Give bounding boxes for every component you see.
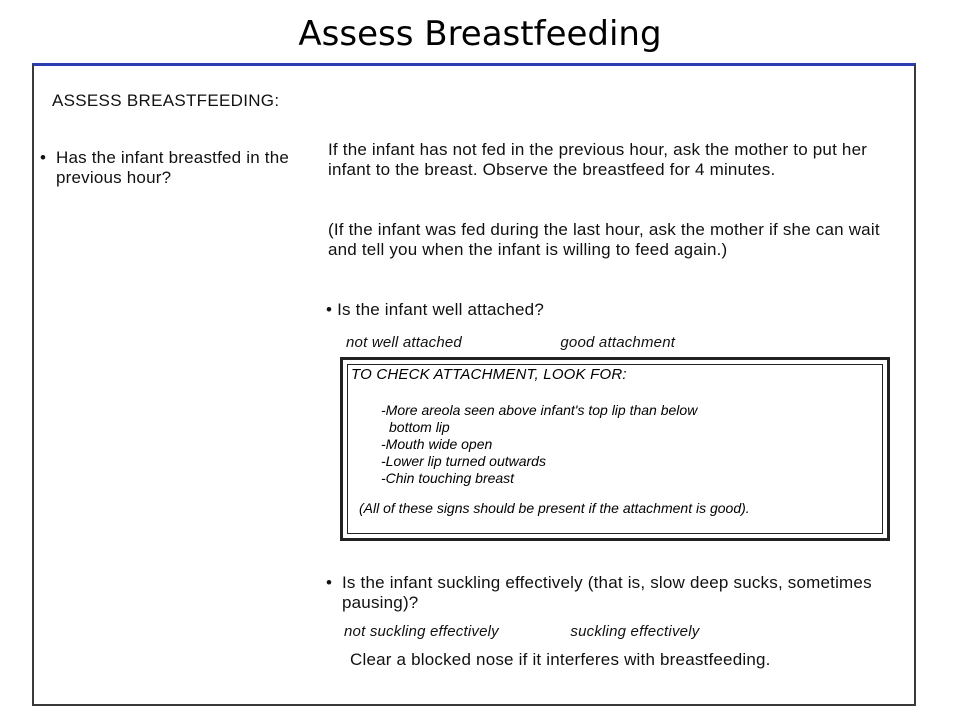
instruction-1: If the infant has not fed in the previous hour, ask the mother to put her infant to the breast. Observe the breastfeed for 4 minutes. (328, 140, 868, 179)
instruction-2: (If the infant was fed during the last hour, ask the mother if she can wait and tell you when the infant is willing to feed again.) (328, 220, 880, 259)
attach-good-label: good attachment (560, 334, 676, 351)
sign-item: -Chin touching breast (381, 470, 515, 486)
attachment-options (346, 333, 675, 353)
question-attached (326, 300, 906, 320)
sign-item: bottom lip (389, 419, 450, 435)
bullet-icon: • (326, 573, 333, 592)
question-suckling-text: Is the infant suckling effectively (that is, slow deep sucks, sometimes pausing)? (342, 573, 872, 612)
attach-not-label: not well attached (346, 334, 462, 351)
bullet-icon: • (326, 300, 333, 319)
sign-item: -More areola seen above infant's top lip than below (381, 402, 698, 418)
question-suckling (326, 573, 896, 613)
suckling-options (344, 622, 699, 642)
suck-not-label: not suckling effectively (344, 623, 499, 640)
sign-item: -Mouth wide open (381, 436, 493, 452)
check-box-note: (All of these signs should be present if the attachment is good). (359, 500, 750, 516)
slide-title: Assess Breastfeeding (298, 14, 662, 54)
question-attached-text: Is the infant well attached? (337, 300, 544, 319)
attachment-signs-list (381, 402, 697, 487)
document-heading: ASSESS BREASTFEEDING: (52, 91, 280, 110)
left-question (40, 148, 320, 188)
bullet-icon: • (40, 148, 47, 167)
attachment-check-box (340, 357, 890, 541)
check-box-title: TO CHECK ATTACHMENT, LOOK FOR: (351, 366, 627, 383)
suck-good-label: suckling effectively (570, 623, 700, 640)
scanned-document (32, 63, 916, 706)
nose-note: Clear a blocked nose if it interferes with breastfeeding. (350, 650, 771, 669)
left-question-text: Has the infant breastfed in the previous hour? (56, 148, 290, 187)
sign-item: -Lower lip turned outwards (381, 453, 546, 469)
